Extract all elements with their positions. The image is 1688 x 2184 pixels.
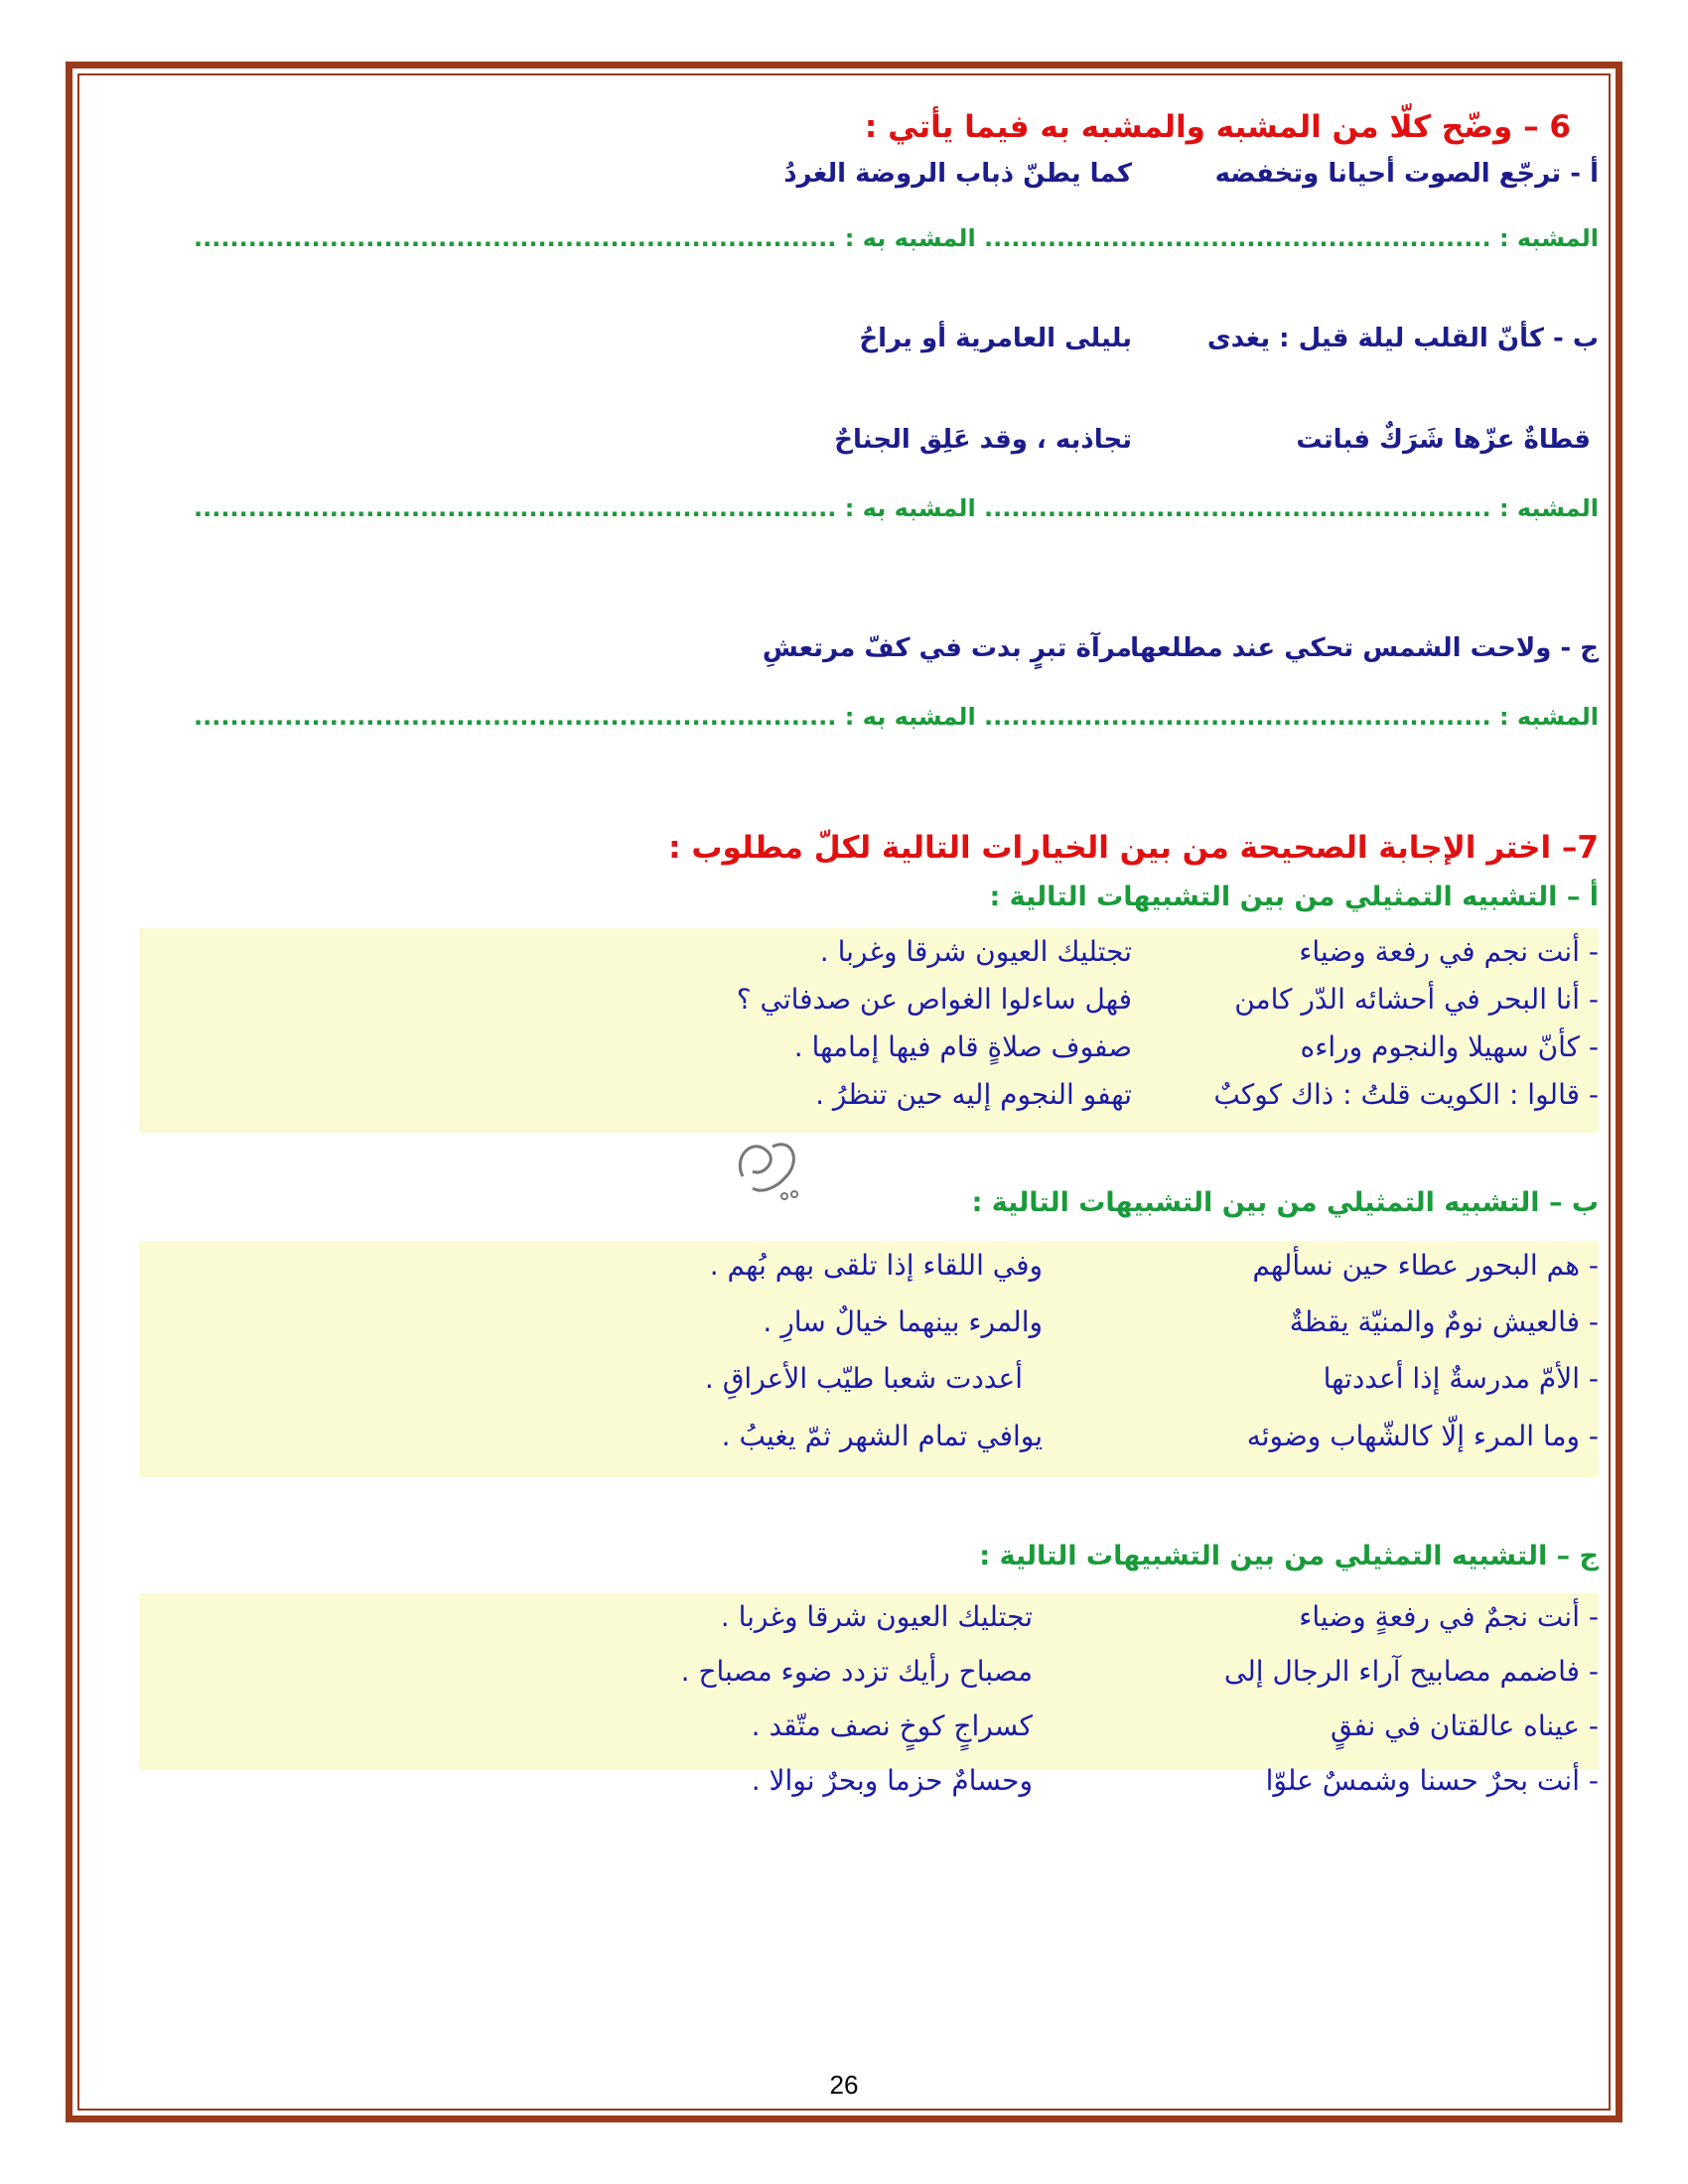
option-hemistich-2: مصباح رأيك تزدد ضوء مصباح . [680, 1655, 1033, 1688]
option-hemistich-1: - عيناه عالقتان في نفقٍ [1330, 1709, 1599, 1742]
q6-a-hemistich-1: أ - ترجّع الصوت أحيانا وتخفضه [1214, 159, 1599, 189]
option-hemistich-1: - هم البحور عطاء حين نسألهم [1252, 1249, 1599, 1282]
q7-c-option-4[interactable] [139, 1764, 1599, 1804]
page-number: 26 [829, 2070, 859, 2100]
q7-a-option-1[interactable] [139, 935, 1599, 975]
q6-a-answer-line[interactable]: المشبه : ........................................................ المشبه به : ....................................................................... [194, 224, 1599, 252]
option-hemistich-2: صفوف صلاةٍ قام فيها إمامها . [793, 1030, 1132, 1063]
option-hemistich-1: - فالعيش نومٌ والمنيّة يقظةٌ [1289, 1305, 1599, 1338]
q7-a-option-4[interactable] [139, 1078, 1599, 1118]
q6-b-answer-line[interactable]: المشبه : ........................................................ المشبه به : ....................................................................... [194, 494, 1599, 522]
option-hemistich-1: - الأمّ مدرسةٌ إذا أعددتها [1323, 1362, 1599, 1395]
option-hemistich-2: وفي اللقاء إذا تلقى بهم بُهم . [709, 1249, 1043, 1282]
q6-c-answer-line[interactable]: المشبه : ........................................................ المشبه به : ....................................................................... [194, 703, 1599, 731]
q6-c-hemistich-2: مرآة تبرٍ بدت في كفّ مرتعشِ [762, 633, 1132, 663]
option-hemistich-1: - كأنّ سهيلا والنجوم وراءه [1300, 1030, 1599, 1063]
q7-a-heading: أ – التشبيه التمثيلي من بين التشبيهات التالية : [989, 882, 1599, 912]
q7-b-option-2[interactable] [139, 1305, 1599, 1345]
q6-b-hemistich-1: ب - كأنّ القلب ليلة قيل : يغدى [1206, 324, 1599, 353]
option-hemistich-1: - وما المرء إلّا كالشّهاب وضوئه [1246, 1420, 1599, 1452]
q7-a-option-2[interactable] [139, 983, 1599, 1023]
option-hemistich-1: - أنا البحر في أحشائه الدّر كامن [1234, 983, 1599, 1016]
option-hemistich-1: - أنت نجم في رفعة وضياء [1299, 935, 1599, 968]
q7-b-option-3[interactable] [139, 1362, 1599, 1402]
worksheet-page [139, 0, 1599, 2184]
q6-b-hemistich-3: قطاةٌ عزّها شَرَكٌ فباتت [1296, 425, 1591, 455]
q7-b-heading: ب – التشبيه التمثيلي من بين التشبيهات التالية : [971, 1187, 1599, 1218]
q7-b-option-4[interactable] [139, 1420, 1599, 1459]
handwritten-mark-icon [723, 1117, 812, 1206]
option-hemistich-2: وحسامٌ حزما وبحرٌ نوالا . [751, 1764, 1033, 1797]
q6-c-hemistich-1: ج - ولاحت الشمس تحكي عند مطلعها [1130, 633, 1599, 663]
q7-c-option-3[interactable] [139, 1709, 1599, 1749]
option-hemistich-2: تهفو النجوم إليه حين تنظرُ . [815, 1078, 1132, 1111]
q7-b-option-1[interactable] [139, 1249, 1599, 1289]
q7-title: 7– اختر الإجابة الصحيحة من بين الخيارات التالية لكلّ مطلوب : [668, 830, 1599, 866]
option-hemistich-2: فهل ساءلوا الغواص عن صدفاتي ؟ [736, 983, 1132, 1016]
option-hemistich-1: - أنت بحرٌ حسنا وشمسٌ علوّا [1265, 1764, 1599, 1797]
option-hemistich-2: والمرء بينهما خيالٌ سارِ . [763, 1305, 1043, 1338]
q7-a-option-3[interactable] [139, 1030, 1599, 1070]
option-hemistich-2: يوافي تمام الشهر ثمّ يغيبُ . [721, 1420, 1043, 1452]
option-hemistich-2: تجتليك العيون شرقا وغربا . [720, 1600, 1033, 1633]
option-hemistich-1: - قالوا : الكويت قلتُ : ذاك كوكبٌ [1213, 1078, 1599, 1111]
q7-c-heading: ج – التشبيه التمثيلي من بين التشبيهات التالية : [979, 1541, 1599, 1571]
option-hemistich-1: - فاضمم مصابيح آراء الرجال إلى [1223, 1655, 1599, 1688]
q6-b-hemistich-4: تجاذبه ، وقد عَلِق الجناحٌ [834, 425, 1132, 455]
option-hemistich-1: - أنت نجمٌ في رفعةٍ وضياء [1299, 1600, 1599, 1633]
option-hemistich-2: أعددت شعبا طيّب الأعراقِ . [704, 1362, 1023, 1395]
option-hemistich-2: كسراجٍ كوخٍ نصف متّقد . [751, 1709, 1033, 1742]
q6-a-hemistich-2: كما يطنّ ذباب الروضة الغردُ [783, 159, 1132, 189]
option-hemistich-2: تجتليك العيون شرقا وغربا . [819, 935, 1132, 968]
q7-c-option-2[interactable] [139, 1655, 1599, 1695]
q7-c-option-1[interactable] [139, 1600, 1599, 1640]
q6-title: 6 – وضّح كلّا من المشبه والمشبه به فيما يأتي : [864, 109, 1571, 145]
q6-b-hemistich-2: بليلى العامرية أو يراحُ [859, 324, 1132, 353]
